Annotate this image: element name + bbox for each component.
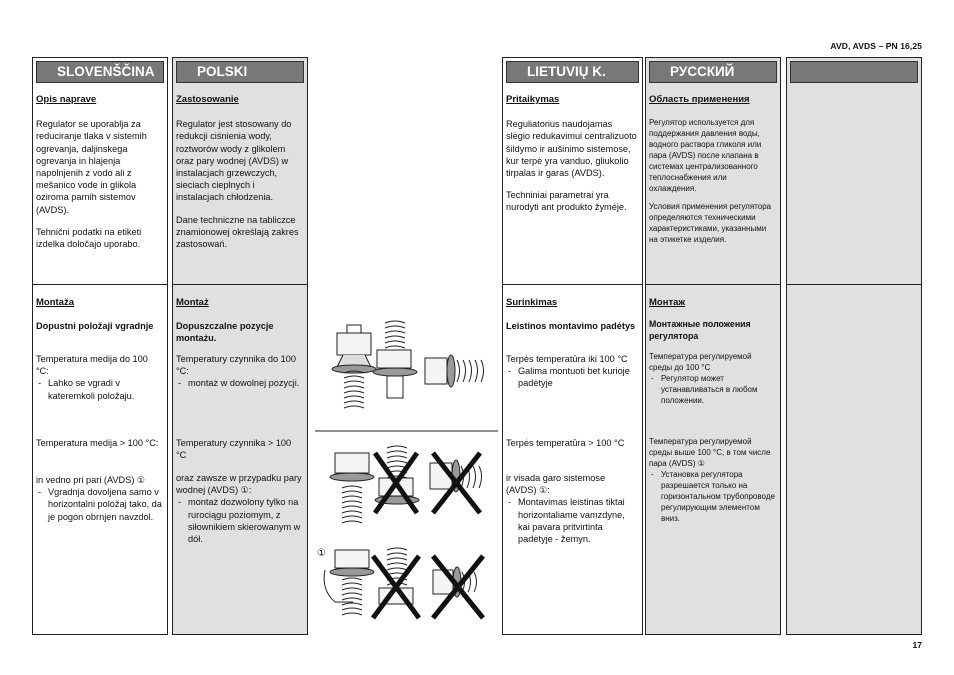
temp-low-block-ru [649,351,776,406]
temp-low-item-lt: - Galima montuoti bet kurioje padėtyje [506,365,638,389]
divider [33,284,167,285]
technical-data-text-lt: Techniniai parametrai yra nurodyti ant produkto žymėje. [506,190,627,213]
technical-data-text-sl: Tehnični podatki na etiketi izdelka določajo uporabo. [36,226,142,250]
column-empty [786,57,922,635]
column-russkiy [645,57,781,635]
description-text-sl: Regulator se uporablja za reduciranje tlaka v sistemih ogrevanja, daljinskega ogrevanja in hlajenja napolnjenih z vodo ali z mešanico vode in glikola oziroma parnih sistemov (AVDS). [36,119,147,215]
valve-horizontal-down-icon [330,453,374,523]
steam-item-ru: - Установка регулятора разрешается только на горизонтальном трубопроводе регулирующим элементом вниз. [649,469,776,524]
mounting-title-pl: Montaż [176,297,209,308]
section-title-sl: Opis naprave [36,94,97,105]
valve-vertical-spring-up-icon [373,321,417,398]
section-mounting-lt [506,297,638,332]
column-title-pl: POLSKI [176,61,304,83]
steam-block-sl [36,474,163,523]
technical-data-text-pl: Dane techniczne na tabliczce znamionowej określają zakres zastosowań. [176,214,299,250]
temp-low-block-lt [506,353,638,390]
column-title-lt: LIETUVIŲ K. [506,61,639,83]
temp-low-block-pl [176,353,303,390]
steam-block-pl [176,472,303,545]
temp-low-ru: Температура регулируемой среды до 100 °C [649,352,752,372]
description-text-pl: Regulator jest stosowany do redukcji ciśnienia wody, roztworów wody z glikolem oraz pary wodnej (AVDS) w instalacjach grzewczych, sieciach cieplnych i instalacjach chłodzenia. [176,119,292,203]
steam-valve-down-icon [324,550,374,615]
section-description-sl [36,94,163,250]
steam-item-lt: - Montavimas leistinas tiktai horizontaliame vamzdyne, kai pavara pritvirtinta padėtyje - žemyn. [506,496,638,545]
temp-low-item-pl: - montaż w dowolnej pozycji. [176,377,303,389]
steam-block-ru [649,436,776,524]
temp-low-sl: Temperatura medija do 100 °C: [36,354,148,377]
steam-valve-horizontal-not-allowed-icon [433,556,483,618]
valve-vertical-icon [332,325,376,408]
column-slovenscina [32,57,168,635]
valve-horizontal-icon [425,355,484,387]
section-description-pl [176,94,303,250]
steam-text-lt: ir visada garo sistemose (AVDS) ①: [506,473,606,496]
technical-data-text-ru: Условия применения регулятора определяются техническими характеристиками, указанными на этикетке изделия. [649,202,772,244]
steam-block-lt [506,472,638,545]
temp-high-pl: Temperatury czynnika > 100 °C [176,438,292,461]
divider [787,284,921,285]
section-description-lt [506,94,638,214]
column-title-empty [790,61,918,83]
section-title-lt: Pritaikymas [506,94,560,105]
valve-not-allowed-icon [375,446,419,513]
steam-item-sl: - Vgradnja dovoljena samo v horizontalni položaj tako, da je pogon obrnjen navzdol. [36,486,163,523]
valve-horizontal-not-allowed-icon [430,453,482,513]
mounting-positions-sl: Dopustni položaji vgradnje [36,321,154,332]
section-mounting-pl [176,297,303,345]
column-lietuviu [502,57,643,635]
mounting-positions-lt: Leistinos montavimo padėtys [506,321,636,332]
column-title-ru: РУССКИЙ [649,61,777,83]
section-mounting-ru [649,297,776,342]
document-header: AVD, AVDS – PN 16,25 [830,41,922,51]
page-number: 17 [912,640,922,650]
section-title-ru: Область применения [649,94,750,105]
mounting-title-lt: Surinkimas [506,297,558,308]
temp-high-ru: Температура регулируемой среды выше 100 °C, в том числе пара (AVDS) ① [649,437,771,468]
divider [646,284,780,285]
section-description-ru [649,94,776,245]
divider [173,284,307,285]
temp-low-lt: Terpės temperatūra iki 100 °C [506,354,628,364]
temp-low-block-sl [36,353,163,402]
column-title-sl: SLOVENŠČINA [36,61,164,83]
mounting-title-sl: Montaža [36,297,74,308]
temp-high-sl: Temperatura medija > 100 °C: [36,438,159,448]
column-polski [172,57,308,635]
temp-high-lt: Terpės temperatūra > 100 °C [506,438,625,448]
temp-low-pl: Temperatury czynnika do 100 °C: [176,354,297,377]
temp-low-item-ru: - Регулятор может устанавливаться в любом положении. [649,373,776,406]
temp-low-item-sl: - Lahko se vgradi v kateremkoli položaju. [36,377,163,401]
description-text-lt: Reguliatorius naudojamas slėgio redukavimui centralizuoto šildymo ir aušinimo sistemose, kur terpė yra vanduo, gliukolio tirpalas ir garas (AVDS). [506,119,637,179]
section-mounting-sl [36,297,163,332]
steam-valve-not-allowed-icon [373,548,419,618]
description-text-ru: Регулятор используется для поддержания давления воды, водного раствора гликоля или пара (AVDS) после клапана в системах централизованного теплоснабжения или охлаждения. [649,118,762,193]
steam-marker: ① [317,548,326,559]
steam-text-pl: oraz zawsze w przypadku pary wodnej (AVDS) ①: [176,473,302,496]
spring-icon [344,371,364,408]
mounting-positions-pl: Dopuszczalne pozycje montażu. [176,321,274,344]
divider [503,284,642,285]
mounting-positions-ru: Монтажные положения регулятора [649,319,751,341]
mounting-title-ru: Монтаж [649,297,686,308]
mounting-positions-illustration [315,288,498,633]
steam-text-sl: in vedno pri pari (AVDS) ① [36,475,146,485]
steam-item-pl: - montaż dozwolony tylko na rurociągu poziomym, z siłownikiem skierowanym w dół. [176,496,303,545]
section-title-pl: Zastosowanie [176,94,239,105]
